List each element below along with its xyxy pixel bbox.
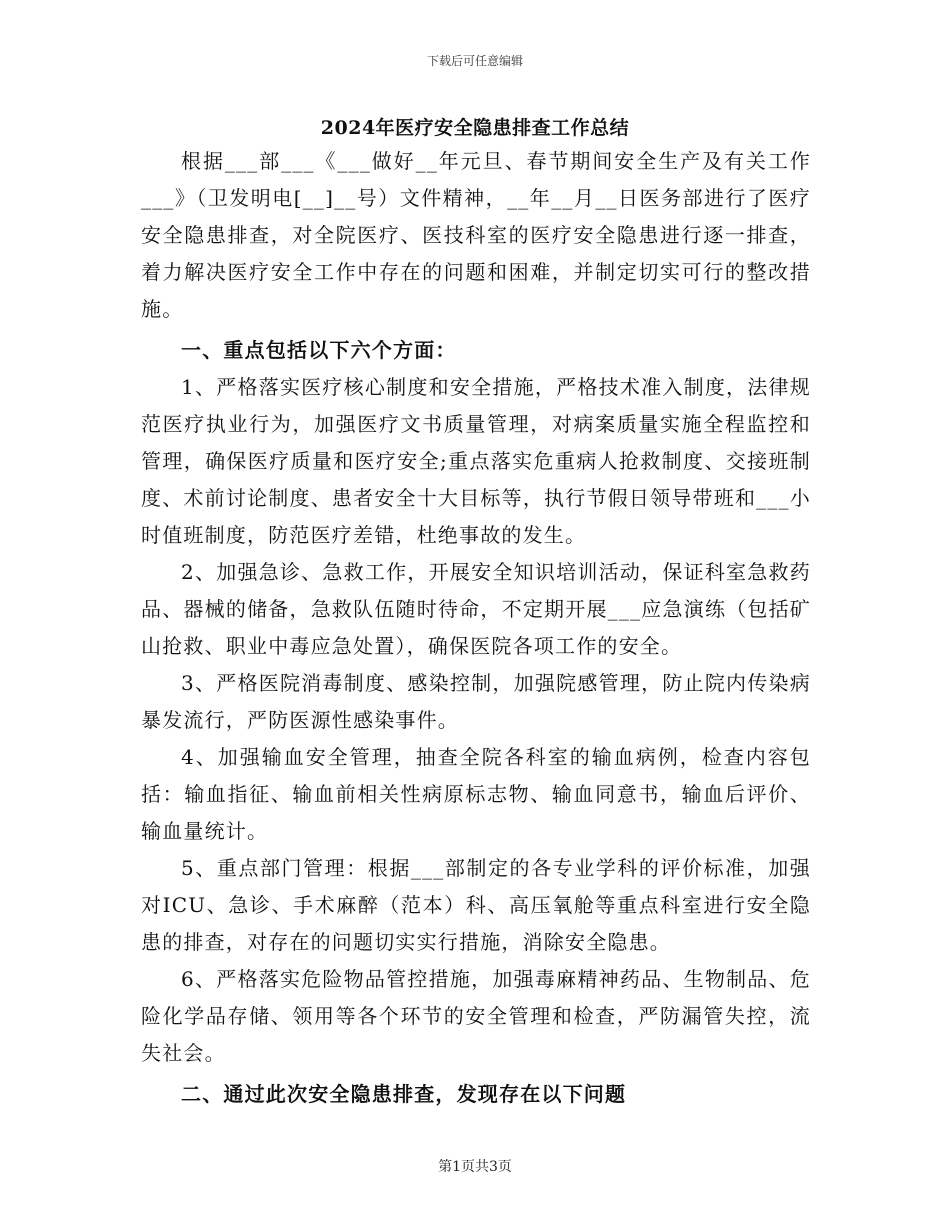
intro-paragraph: 根据___部___《___做好__年元旦、春节期间安全生产及有关工作___》（卫发明电[__]__号）文件精神，__年__月__日医务部进行了医疗安全隐患排查，对全院医疗、医技科室的医疗安全隐患进行逐一排查，着力解决医疗安全工作中存在的问题和困难，并制定切实可行的整改措施。 (141, 149, 811, 321)
list-item-6: 6、严格落实危险物品管控措施，加强毒麻精神药品、生物制品、危险化学品存储、领用等各个环节的安全管理和检查，严防漏管失控，流失社会。 (141, 967, 811, 1065)
list-item-1: 1、严格落实医疗核心制度和安全措施，严格技术准入制度，法律规范医疗执业行为，加强医疗文书质量管理，对病案质量实施全程监控和管理，确保医疗质量和医疗安全;重点落实危重病人抢救制度、交接班制度、术前讨论制度、患者安全十大目标等，执行节假日领导带班和___小时值班制度，防范医疗差错，杜绝事故的发生。 (141, 375, 811, 547)
header-note: 下载后可任意编辑 (426, 54, 523, 68)
list-item-2: 2、加强急诊、急救工作，开展安全知识培训活动，保证科室急救药品、器械的储备，急救队伍随时待命，不定期开展___应急演练（包括矿山抢救、职业中毒应急处置），确保医院各项工作的安全。 (141, 560, 811, 658)
list-item-5: 5、重点部门管理：根据___部制定的各专业学科的评价标准，加强对ICU、急诊、手术麻醉（范本）科、高压氧舱等重点科室进行安全隐患的排查，对存在的问题切实实行措施，消除安全隐患。 (141, 856, 811, 954)
page-number: 第1页共3页 (438, 1159, 512, 1175)
section-heading-2: 二、通过此次安全隐患排查，发现存在以下问题 (181, 1082, 627, 1106)
section-heading-1: 一、重点包括以下六个方面： (181, 338, 457, 362)
document-title: 2024年医疗安全隐患排查工作总结 (320, 117, 630, 139)
document-body (141, 143, 811, 1113)
list-item-4: 4、加强输血安全管理，抽查全院各科室的输血病例，检查内容包括：输血指征、输血前相关性病原标志物、输血同意书，输血后评价、输血量统计。 (141, 745, 811, 843)
list-item-3: 3、严格医院消毒制度、感染控制，加强院感管理，防止院内传染病暴发流行，严防医源性感染事件。 (141, 671, 811, 732)
